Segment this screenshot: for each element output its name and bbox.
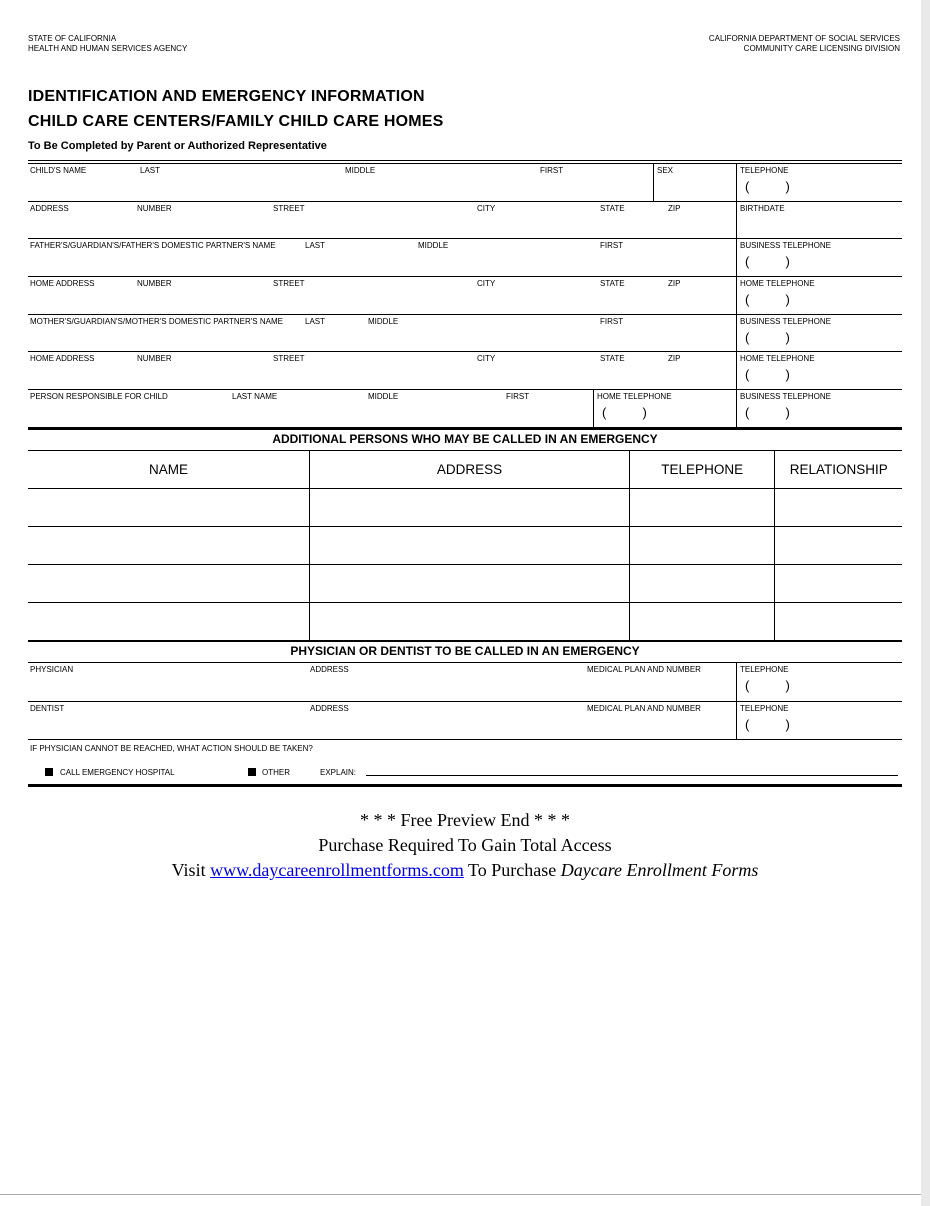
label-state: STATE	[600, 354, 625, 363]
label-last: LAST	[140, 166, 161, 175]
field-physician[interactable]	[28, 663, 736, 701]
label-number: NUMBER	[137, 354, 172, 363]
field-emergency-relationship[interactable]	[774, 565, 902, 602]
checkbox-other[interactable]	[248, 768, 256, 776]
label-first: FIRST	[506, 392, 530, 401]
column-header-address: ADDRESS	[309, 451, 629, 488]
field-emergency-address[interactable]	[309, 565, 629, 602]
page-bottom-rule	[0, 1194, 921, 1195]
label-first: FIRST	[600, 241, 624, 250]
field-dentist-telephone[interactable]	[736, 702, 902, 739]
label-city: CITY	[477, 279, 496, 288]
phone-blank: ( )	[745, 717, 790, 732]
field-dentist[interactable]	[28, 702, 736, 739]
phone-blank: ( )	[602, 405, 647, 420]
column-header-name: NAME	[149, 462, 189, 477]
label-last-name: LAST NAME	[232, 392, 278, 401]
label-fathers-name: FATHER'S/GUARDIAN'S/FATHER'S DOMESTIC PARTNER'S NAME	[30, 241, 276, 250]
agency-line: HEALTH AND HUMAN SERVICES AGENCY	[28, 44, 188, 53]
field-child-name[interactable]	[28, 164, 653, 201]
form-subtitle: To Be Completed by Parent or Authorized Representative	[28, 140, 327, 152]
emergency-contact-row	[28, 489, 902, 527]
field-emergency-relationship[interactable]	[774, 603, 902, 640]
form-title-line2: CHILD CARE CENTERS/FAMILY CHILD CARE HOMES	[28, 113, 444, 130]
mother-name-row	[28, 315, 902, 352]
field-responsible-home-telephone[interactable]	[593, 390, 736, 427]
label-home-telephone: HOME TELEPHONE	[740, 279, 815, 288]
label-business-telephone: BUSINESS TELEPHONE	[740, 317, 831, 326]
label-address: ADDRESS	[30, 204, 69, 213]
field-father-business-telephone[interactable]	[736, 239, 902, 276]
label-explain: EXPLAIN:	[320, 768, 357, 777]
label-middle: MIDDLE	[368, 317, 399, 326]
label-home-address: HOME ADDRESS	[30, 354, 95, 363]
visit-text: Visit	[171, 860, 211, 880]
purchase-website-link[interactable]: www.daycareenrollmentforms.com	[210, 860, 464, 880]
preview-footer	[0, 808, 930, 883]
field-emergency-telephone[interactable]	[629, 527, 775, 564]
column-header-relationship: RELATIONSHIP	[774, 451, 902, 488]
field-emergency-name[interactable]	[28, 489, 309, 526]
division-line: COMMUNITY CARE LICENSING DIVISION	[743, 44, 900, 53]
field-emergency-address[interactable]	[309, 527, 629, 564]
child-name-row	[28, 164, 902, 202]
physician-row	[28, 663, 902, 702]
field-responsible-business-telephone[interactable]	[736, 390, 902, 427]
label-number: NUMBER	[137, 279, 172, 288]
label-zip: ZIP	[668, 204, 681, 213]
field-father-name[interactable]	[28, 239, 736, 276]
phone-blank: ( )	[745, 367, 790, 382]
field-father-home-address[interactable]	[28, 277, 736, 314]
field-mother-business-telephone[interactable]	[736, 315, 902, 351]
phone-blank: ( )	[745, 330, 790, 345]
label-birthdate: BIRTHDATE	[740, 204, 785, 213]
label-physician-question: IF PHYSICIAN CANNOT BE REACHED, WHAT ACTION SHOULD BE TAKEN?	[30, 744, 313, 753]
label-zip: ZIP	[668, 279, 681, 288]
label-telephone: TELEPHONE	[740, 704, 789, 713]
label-first: FIRST	[600, 317, 624, 326]
label-person-responsible: PERSON RESPONSIBLE FOR CHILD	[30, 392, 168, 401]
field-birthdate[interactable]	[736, 202, 902, 238]
label-street: STREET	[273, 354, 305, 363]
field-mother-home-address[interactable]	[28, 352, 736, 389]
state-line: STATE OF CALIFORNIA	[28, 34, 117, 43]
field-emergency-name[interactable]	[28, 565, 309, 602]
label-mothers-name: MOTHER'S/GUARDIAN'S/MOTHER'S DOMESTIC PARTNER'S NAME	[30, 317, 283, 326]
field-child-address[interactable]	[28, 202, 736, 238]
field-mother-home-telephone[interactable]	[736, 352, 902, 389]
label-business-telephone: BUSINESS TELEPHONE	[740, 392, 831, 401]
phone-blank: ( )	[745, 292, 790, 307]
child-address-row	[28, 202, 902, 239]
field-emergency-telephone[interactable]	[629, 603, 775, 640]
emergency-contact-row	[28, 527, 902, 565]
field-sex[interactable]	[653, 164, 736, 201]
letterhead-left	[28, 34, 187, 54]
mother-address-row	[28, 352, 902, 390]
emergency-contacts-table	[28, 451, 902, 640]
emergency-table-header	[28, 451, 902, 489]
label-physician: PHYSICIAN	[30, 665, 74, 674]
field-emergency-relationship[interactable]	[774, 489, 902, 526]
label-last: LAST	[305, 241, 326, 250]
explain-input-line[interactable]	[366, 775, 898, 776]
label-last: LAST	[305, 317, 326, 326]
identification-form	[28, 160, 902, 787]
field-child-telephone[interactable]	[736, 164, 902, 201]
field-emergency-address[interactable]	[309, 603, 629, 640]
label-medical-plan: MEDICAL PLAN AND NUMBER	[587, 665, 701, 674]
field-emergency-telephone[interactable]	[629, 565, 775, 602]
column-header-telephone: TELEPHONE	[629, 451, 775, 488]
emergency-contact-row	[28, 565, 902, 603]
field-mother-name[interactable]	[28, 315, 736, 351]
person-responsible-row	[28, 390, 902, 428]
product-name-text: Daycare Enrollment Forms	[560, 860, 759, 880]
field-emergency-name[interactable]	[28, 527, 309, 564]
father-address-row	[28, 277, 902, 315]
emergency-contact-row	[28, 603, 902, 640]
field-father-home-telephone[interactable]	[736, 277, 902, 314]
action-options-row	[28, 761, 902, 787]
label-address: ADDRESS	[310, 665, 349, 674]
label-call-emergency-hospital: CALL EMERGENCY HOSPITAL	[60, 768, 175, 777]
label-city: CITY	[477, 354, 496, 363]
field-emergency-address[interactable]	[309, 489, 629, 526]
phone-blank: ( )	[745, 678, 790, 693]
page-edge-strip	[921, 0, 930, 1206]
physician-question-row	[28, 740, 902, 761]
label-city: CITY	[477, 204, 496, 213]
label-street: STREET	[273, 204, 305, 213]
label-number: NUMBER	[137, 204, 172, 213]
label-home-address: HOME ADDRESS	[30, 279, 95, 288]
preview-end-text: * * * Free Preview End * * *	[360, 810, 570, 830]
label-home-telephone: HOME TELEPHONE	[740, 354, 815, 363]
dentist-row	[28, 702, 902, 740]
label-telephone: TELEPHONE	[740, 166, 789, 175]
label-state: STATE	[600, 279, 625, 288]
label-state: STATE	[600, 204, 625, 213]
label-middle: MIDDLE	[368, 392, 399, 401]
section-header-physician-dentist: PHYSICIAN OR DENTIST TO BE CALLED IN AN EMERGENCY	[28, 640, 902, 663]
label-telephone: TELEPHONE	[740, 665, 789, 674]
field-person-responsible[interactable]	[28, 390, 593, 427]
label-zip: ZIP	[668, 354, 681, 363]
label-sex: SEX	[657, 166, 674, 175]
purchase-required-text: Purchase Required To Gain Total Access	[318, 835, 612, 855]
label-address: ADDRESS	[310, 704, 349, 713]
letterhead-right	[709, 34, 900, 54]
label-dentist: DENTIST	[30, 704, 65, 713]
label-middle: MIDDLE	[345, 166, 376, 175]
field-emergency-telephone[interactable]	[629, 489, 775, 526]
field-physician-telephone[interactable]	[736, 663, 902, 701]
label-home-telephone: HOME TELEPHONE	[597, 392, 672, 401]
phone-blank: ( )	[745, 405, 790, 420]
field-emergency-relationship[interactable]	[774, 527, 902, 564]
checkbox-call-emergency-hospital[interactable]	[45, 768, 53, 776]
father-name-row	[28, 239, 902, 277]
label-first: FIRST	[540, 166, 564, 175]
label-middle: MIDDLE	[418, 241, 449, 250]
purchase-line	[0, 858, 930, 883]
label-business-telephone: BUSINESS TELEPHONE	[740, 241, 831, 250]
label-other: OTHER	[262, 768, 290, 777]
department-line: CALIFORNIA DEPARTMENT OF SOCIAL SERVICES	[708, 34, 900, 43]
form-title-line1: IDENTIFICATION AND EMERGENCY INFORMATION	[28, 88, 425, 105]
field-emergency-name[interactable]	[28, 603, 309, 640]
label-medical-plan: MEDICAL PLAN AND NUMBER	[587, 704, 701, 713]
label-childs-name: CHILD'S NAME	[30, 166, 87, 175]
to-purchase-text: To Purchase	[463, 860, 561, 880]
label-street: STREET	[273, 279, 305, 288]
phone-blank: ( )	[745, 254, 790, 269]
section-header-additional-persons: ADDITIONAL PERSONS WHO MAY BE CALLED IN AN EMERGENCY	[28, 428, 902, 451]
phone-blank: ( )	[745, 179, 790, 194]
